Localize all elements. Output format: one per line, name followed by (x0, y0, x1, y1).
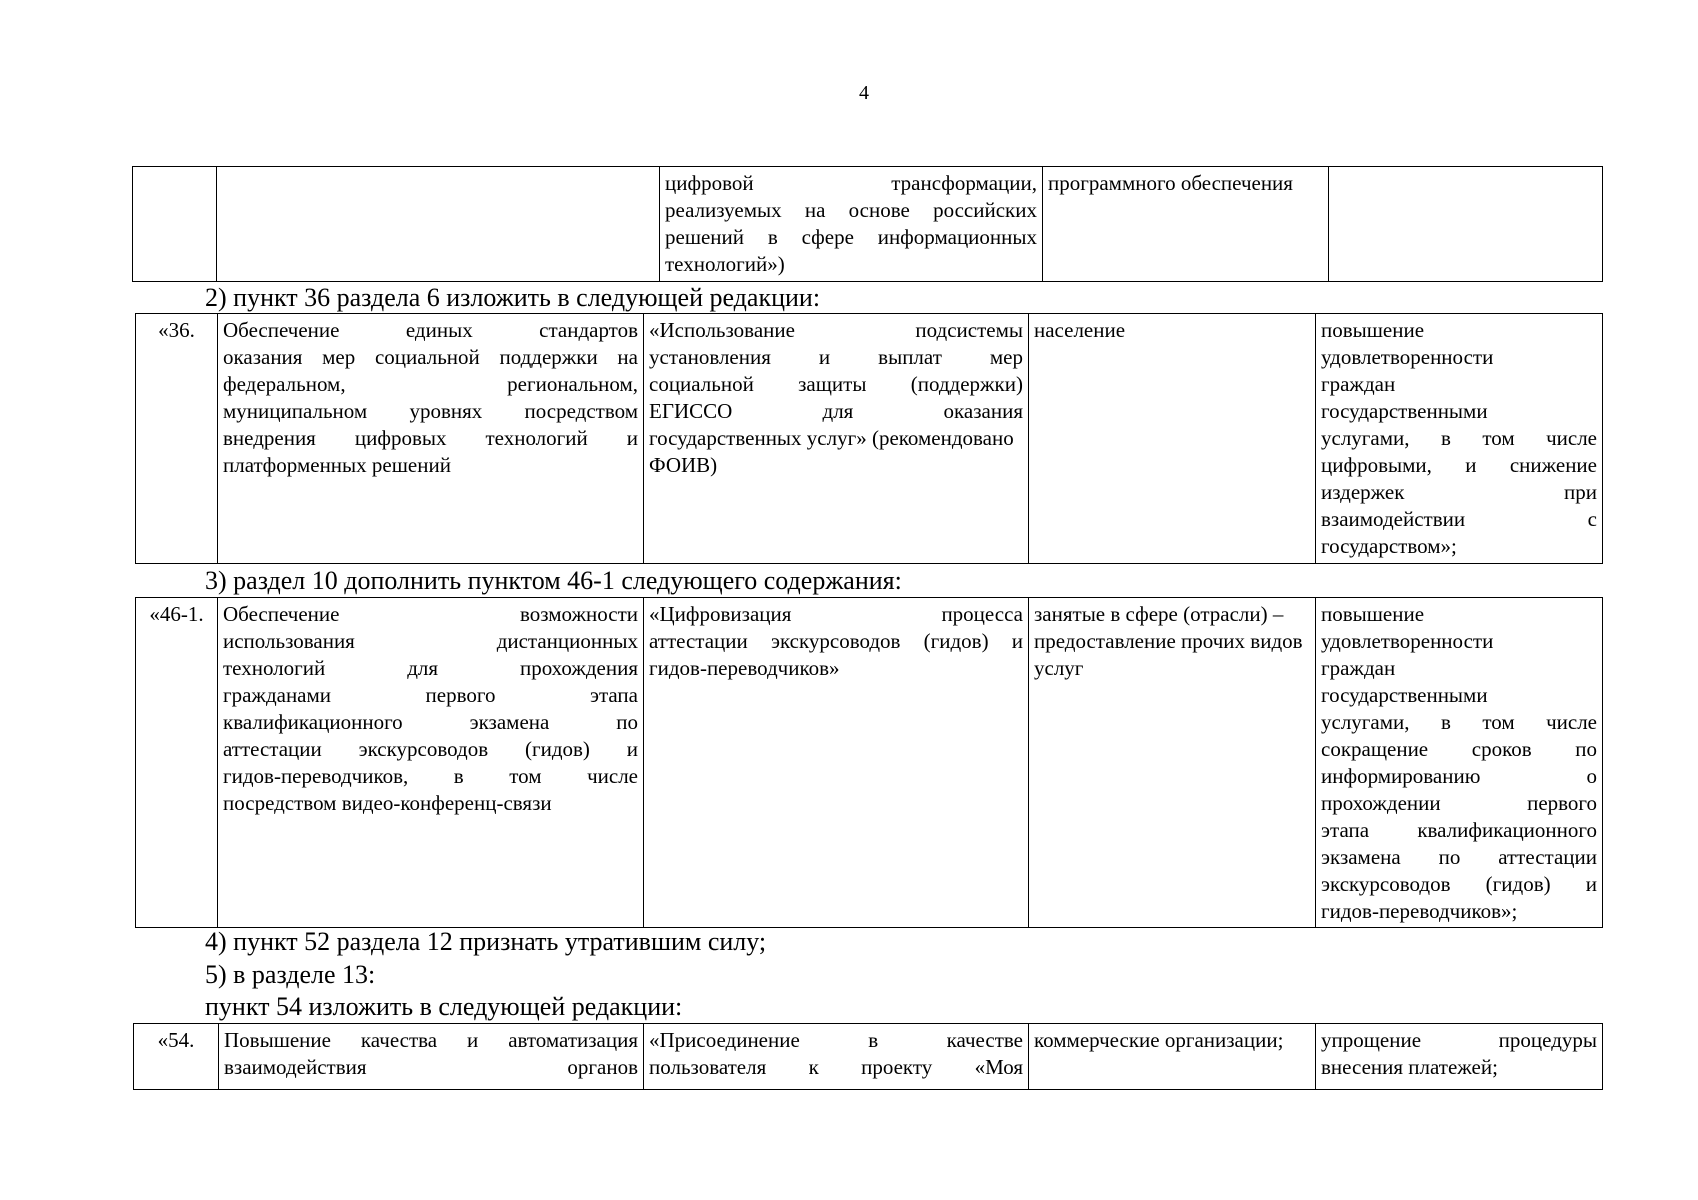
cell-line: технологий для прохождения (223, 656, 638, 680)
cell-line: гидов-переводчиков»; (1321, 899, 1518, 923)
cell-line: взаимодействии с (1321, 507, 1597, 531)
table-row-46-1 (135, 597, 1603, 928)
table-continuation (132, 166, 1603, 282)
cell-line: цифровыми, и снижение (1321, 453, 1597, 477)
table-row (136, 598, 1603, 928)
cell-line: граждан (1321, 372, 1396, 396)
cell-audience: население (1029, 314, 1316, 564)
cell-task (218, 314, 644, 564)
cell-line: граждан (1321, 656, 1396, 680)
cell-line: установления и выплат мер (649, 345, 1023, 369)
cell-line: экскурсоводов (гидов) и (1321, 872, 1597, 896)
cell-result (1329, 167, 1603, 282)
cell-line: посредством видео-конференц-связи (223, 791, 552, 815)
cell-line: аттестации экскурсоводов (гидов) и (649, 629, 1023, 653)
cell-line: гражданами первого этапа (223, 683, 638, 707)
cell-line: повышение (1321, 318, 1425, 342)
cell-line: гидов-переводчиков» (649, 656, 840, 680)
cell-line: взаимодействия органов (224, 1055, 638, 1079)
page-number: 4 (859, 82, 869, 104)
paragraph-item-5: 5) в разделе 13: (205, 960, 376, 989)
cell-line: Повышение качества и автоматизация (224, 1028, 638, 1052)
cell-line: упрощение процедуры (1321, 1028, 1597, 1052)
cell-line: гидов-переводчиков, в том числе (223, 764, 638, 788)
cell-line: этапа квалификационного (1321, 818, 1597, 842)
cell-line: Обеспечение единых стандартов (223, 318, 638, 342)
table-row-54 (133, 1023, 1603, 1090)
cell-result (1316, 598, 1603, 928)
table-row (136, 314, 1603, 564)
cell-line: удовлетворенности (1321, 629, 1494, 653)
cell-line: государственными (1321, 399, 1488, 423)
cell-line: прохождении первого (1321, 791, 1597, 815)
table-row (134, 1024, 1603, 1090)
table-row (133, 167, 1603, 282)
cell-line: оказания мер социальной поддержки на (223, 345, 638, 369)
cell-audience: программного обеспечения (1043, 167, 1329, 282)
cell-line: цифровой трансформации, (665, 171, 1037, 195)
cell-audience: занятые в сфере (отрасли) – предоставление прочих видов услуг (1029, 598, 1316, 928)
cell-line: услугами, в том числе (1321, 710, 1597, 734)
paragraph-item-54-intro: пункт 54 изложить в следующей редакции: (205, 992, 683, 1021)
cell-line: реализуемых на основе российских (665, 198, 1037, 222)
cell-result (1316, 314, 1603, 564)
cell-task (217, 167, 660, 282)
cell-line: технологий») (665, 252, 785, 276)
cell-line: пользователя к проекту «Моя (649, 1055, 1023, 1079)
paragraph-item-3: 3) раздел 10 дополнить пунктом 46-1 следующего содержания: (205, 566, 902, 595)
cell-line: «Присоединение в качестве (649, 1028, 1023, 1052)
cell-line: «Цифровизация процесса (649, 602, 1023, 626)
cell-num (133, 167, 217, 282)
cell-task (218, 598, 644, 928)
cell-num: «54. (134, 1024, 219, 1090)
cell-line: издержек при (1321, 480, 1597, 504)
cell-line: федеральном, региональном, (223, 372, 638, 396)
cell-line: удовлетворенности (1321, 345, 1494, 369)
cell-project (644, 314, 1029, 564)
cell-line: социальной защиты (поддержки) (649, 372, 1023, 396)
cell-project (644, 598, 1029, 928)
cell-num: «46-1. (136, 598, 218, 928)
cell-num: «36. (136, 314, 218, 564)
cell-line: внедрения цифровых технологий и (223, 426, 638, 450)
cell-line: государственными (1321, 683, 1488, 707)
cell-line: квалификационного экзамена по (223, 710, 638, 734)
cell-audience: коммерческие организации; (1029, 1024, 1316, 1090)
cell-line: муниципальном уровнях посредством (223, 399, 638, 423)
cell-line: информированию о (1321, 764, 1597, 788)
cell-line: повышение (1321, 602, 1425, 626)
cell-line: аттестации экскурсоводов (гидов) и (223, 737, 638, 761)
cell-line: государственных услуг» (рекомендовано ФОИВ) (649, 426, 1014, 477)
cell-line: «Использование подсистемы (649, 318, 1023, 342)
cell-line: использования дистанционных (223, 629, 638, 653)
cell-task (219, 1024, 644, 1090)
cell-line: сокращение сроков по (1321, 737, 1597, 761)
cell-line: решений в сфере информационных (665, 225, 1037, 249)
paragraph-item-4: 4) пункт 52 раздела 12 признать утратившим силу; (205, 927, 767, 956)
paragraph-item-2: 2) пункт 36 раздела 6 изложить в следующей редакции: (205, 283, 821, 312)
cell-line: экзамена по аттестации (1321, 845, 1597, 869)
cell-project (644, 1024, 1029, 1090)
cell-project (660, 167, 1043, 282)
table-row-36 (135, 313, 1603, 564)
cell-line: внесения платежей; (1321, 1055, 1498, 1079)
cell-line: ЕГИССО для оказания (649, 399, 1023, 423)
cell-line: услугами, в том числе (1321, 426, 1597, 450)
cell-line: государством»; (1321, 534, 1457, 558)
cell-line: Обеспечение возможности (223, 602, 638, 626)
cell-result (1316, 1024, 1603, 1090)
cell-line: платформенных решений (223, 453, 451, 477)
